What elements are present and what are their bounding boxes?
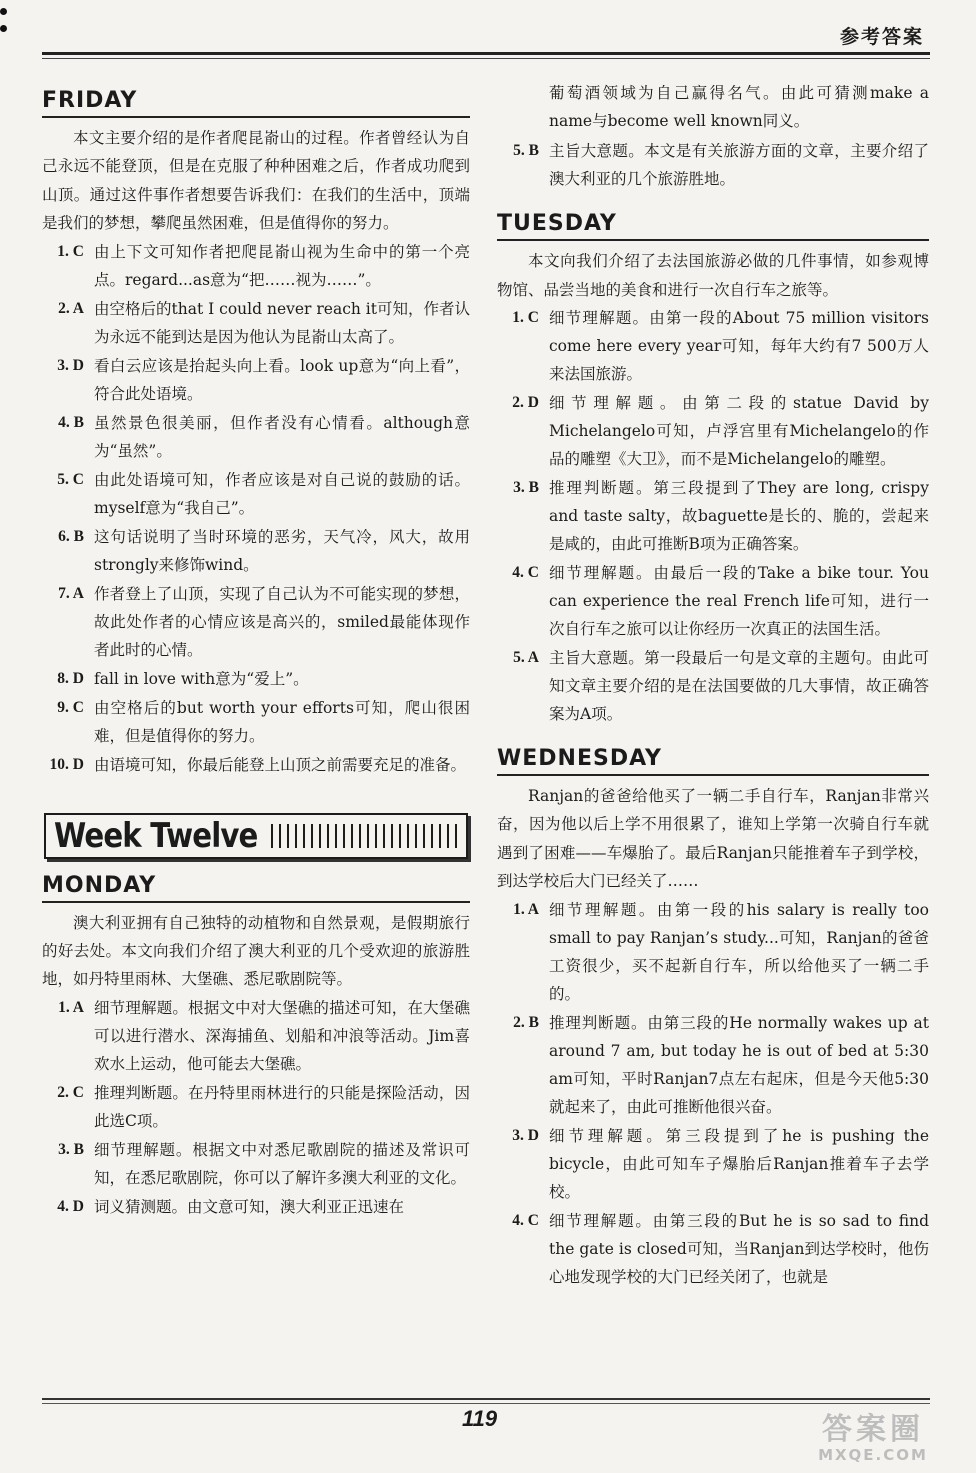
answer-explanation: 由此处语境可知，作者应该是对自己说的鼓励的话。myself意为“我自己”。 — [94, 470, 470, 517]
answer-explanation: 推理判断题。第三段提到了They are long, crispy and taste salty，故baguette是长的、脆的，尝起来是咸的，由此可推断B项为正确答案。 — [549, 479, 929, 553]
answer-number: 3. D — [57, 356, 84, 374]
answer-item — [497, 1009, 929, 1121]
answer-item — [42, 295, 470, 351]
friday-answer-list — [42, 238, 470, 779]
left-column — [42, 78, 470, 1222]
header-rule-thin — [42, 58, 930, 59]
answer-number: 9. C — [57, 698, 84, 716]
answer-number: 7. A — [58, 584, 84, 602]
answer-number: 2. A — [58, 299, 84, 317]
answer-explanation: 这句话说明了当时环境的恶劣，天气冷，风大，故用strongly来修饰wind。 — [94, 527, 470, 574]
banner-stripes — [271, 824, 458, 848]
section-heading-wednesday: WEDNESDAY — [497, 746, 929, 776]
answer-item — [497, 304, 929, 388]
answer-explanation: 由空格后的that I could never reach it可知，作者认为永远不能到达是因为他认为昆嵛山太高了。 — [94, 299, 470, 346]
right-column — [497, 80, 929, 1292]
answer-item — [42, 994, 470, 1078]
header-title: 参考答案 — [839, 26, 924, 48]
answer-number: 5. C — [57, 470, 84, 488]
answer-number: 1. C — [57, 242, 84, 260]
week-banner — [44, 813, 468, 859]
answer-item — [497, 1207, 929, 1291]
section-heading-tuesday: TUESDAY — [497, 211, 929, 241]
answer-item — [42, 694, 470, 750]
monday-intro: 澳大利亚拥有自己独特的动植物和自然景观，是假期旅行的好去处。本文向我们介绍了澳大利亚的几个受欢迎的旅游胜地，如丹特里雨林、大堡礁、悉尼歌剧院等。 — [42, 913, 470, 989]
friday-intro: 本文主要介绍的是作者爬昆嵛山的过程。作者曾经认为自己永远不能登顶，但是在克服了种种困难之后，作者成功爬到山顶。通过这件事作者想要告诉我们：在我们的生活中，顶端是我们的梦想，攀爬虽然困难，但是值得你的努力。 — [42, 129, 470, 233]
answer-number: 1. A — [58, 998, 84, 1016]
answer-explanation: 推理判断题。在丹特里雨林进行的只能是探险活动，因此选C项。 — [94, 1083, 470, 1130]
tuesday-intro: 本文向我们介绍了去法国旅游必做的几件事情，如参观博物馆、品尝当地的美食和进行一次自行车之旅等。 — [497, 252, 929, 299]
answer-item — [497, 474, 929, 558]
answer-explanation: 细节理解题。根据文中对悉尼歌剧院的描述及常识可知，在悉尼歌剧院，你可以了解许多澳大利亚的文化。 — [94, 1140, 470, 1187]
section-heading-monday: MONDAY — [42, 873, 470, 903]
answer-item — [42, 1193, 470, 1221]
answer-explanation: 细节理解题。由第二段的statue David by Michelangelo可知，卢浮宫里有Michelangelo的作品的雕塑《大卫》，而不是Michelangelo的雕塑。 — [549, 394, 929, 468]
answer-explanation: 细节理解题。由第一段的his salary is really too small to pay Ranjan’s study...可知，Ranjan的爸爸工资很少，买不起新自行车，所以给他买了一辆二手的。 — [549, 900, 929, 1003]
answer-item — [497, 137, 929, 193]
page-number: 119 — [462, 1406, 498, 1431]
answer-item — [497, 389, 929, 473]
site-watermark — [788, 1414, 958, 1470]
answer-item — [42, 1136, 470, 1192]
answer-number: 10. D — [49, 755, 84, 773]
answer-item — [42, 580, 470, 664]
answer-explanation: 由空格后的but worth your efforts可知，爬山很困难，但是值得你的努力。 — [94, 698, 470, 745]
answer-item — [42, 751, 470, 779]
answer-explanation: 推理判断题。由第三段的He normally wakes up at around 7 am, but today he is out of bed at 5:30 am可知，平时Ranjan7点左右起床，但是今天他5:30就起来了，由此可推断他很兴奋。 — [549, 1013, 929, 1116]
watermark-url: MXQE.COM — [818, 1446, 928, 1464]
answer-number: 3. B — [58, 1140, 84, 1158]
answer-explanation: 细节理解题。第三段提到了he is pushing the bicycle，由此可知车子爆胎后Ranjan推着车子去学校。 — [549, 1126, 929, 1201]
answer-number: 2. C — [57, 1083, 84, 1101]
answer-number: 2. B — [513, 1013, 539, 1031]
answer-explanation: 细节理解题。根据文中对大堡礁的描述可知，在大堡礁可以进行潜水、深海捕鱼、划船和冲浪等活动。Jim喜欢水上运动，他可能去大堡礁。 — [94, 998, 470, 1073]
week-banner-label: Week Twelve — [54, 815, 258, 856]
monday-answer-list — [42, 994, 470, 1221]
footer-rule-thin — [42, 1403, 930, 1404]
answer-explanation: 看白云应该是抬起头向上看。look up意为“向上看”，符合此处语境。 — [94, 356, 470, 403]
answer-number: 6. B — [58, 527, 84, 545]
answer-explanation: 细节理解题。由第三段的But he is so sad to find the gate is closed可知，当Ranjan到达学校时，他伤心地发现学校的大门已经关闭了，也就是 — [549, 1211, 929, 1286]
answer-item — [42, 523, 470, 579]
answer-item — [497, 1122, 929, 1206]
answer-number: 1. C — [512, 309, 539, 326]
answer-number: 1. A — [513, 900, 539, 918]
answer-explanation: 虽然景色很美丽，但作者没有心情看。although意为“虽然”。 — [94, 413, 470, 460]
answer-number: 3. B — [513, 479, 539, 496]
answer-explanation: fall in love with意为“爱上”。 — [94, 669, 309, 688]
answer-item — [42, 665, 470, 693]
answer-explanation: 细节理解题。由第一段的About 75 million visitors come here every year可知，每年大约有7 500万人来法国旅游。 — [549, 309, 929, 383]
wednesday-answer-list — [497, 896, 929, 1291]
answer-item — [42, 466, 470, 522]
answer-explanation: 作者登上了山顶，实现了自己认为不可能实现的梦想，故此处作者的心情应该是高兴的，smiled最能体现作者此时的心情。 — [94, 584, 470, 659]
answer-item — [497, 896, 929, 1008]
answer-number: 4. C — [512, 564, 539, 581]
monday-continuation: 葡萄酒领域为自己赢得名气。由此可猜测make a name与become well known同义。 — [549, 84, 929, 130]
answer-number: 4. B — [58, 413, 84, 431]
section-heading-friday: FRIDAY — [42, 88, 470, 118]
answer-item — [497, 559, 929, 643]
answer-explanation: 主旨大意题。第一段最后一句是文章的主题句。由此可知文章主要介绍的是在法国要做的几大事情，故正确答案为A项。 — [549, 649, 929, 723]
header-rule — [42, 52, 930, 55]
answer-number: 5. B — [513, 142, 539, 160]
answer-explanation: 细节理解题。由最后一段的Take a bike tour. You can experience the real French life可知，进行一次自行车之旅可以让你经历一次真正的法国生活。 — [549, 564, 929, 638]
answer-number: 8. D — [57, 669, 84, 687]
answer-number: 4. C — [512, 1211, 539, 1229]
answer-explanation: 主旨大意题。本文是有关旅游方面的文章，主要介绍了澳大利亚的几个旅游胜地。 — [549, 142, 929, 189]
binding-marks — [0, 8, 8, 48]
answer-item — [42, 352, 470, 408]
answer-item — [497, 644, 929, 728]
answer-number: 4. D — [57, 1197, 84, 1215]
answer-explanation: 词义猜测题。由文意可知，澳大利亚正迅速在 — [94, 1197, 405, 1216]
answer-item — [42, 238, 470, 294]
answer-number: 5. A — [513, 649, 539, 666]
tuesday-answer-list — [497, 304, 929, 728]
monday-answer-list-continued — [497, 137, 929, 193]
footer-rule — [42, 1398, 930, 1400]
answer-item — [42, 409, 470, 465]
watermark-logo-text: 答案圈 — [822, 1412, 924, 1447]
wednesday-intro: Ranjan的爸爸给他买了一辆二手自行车，Ranjan非常兴奋，因为他以后上学不用很累了，谁知上学第一次骑自行车就遇到了困难——车爆胎了。最后Ranjan只能推着车子到学校，到达学校后大门已经关了…… — [497, 787, 929, 891]
answer-number: 2. D — [512, 394, 539, 411]
answer-number: 3. D — [512, 1126, 539, 1144]
answer-item — [42, 1079, 470, 1135]
answer-explanation: 由上下文可知作者把爬昆嵛山视为生命中的第一个亮点。regard...as意为“把……视为……”。 — [94, 242, 470, 289]
answer-explanation: 由语境可知，你最后能登上山顶之前需要充足的准备。 — [94, 755, 467, 774]
